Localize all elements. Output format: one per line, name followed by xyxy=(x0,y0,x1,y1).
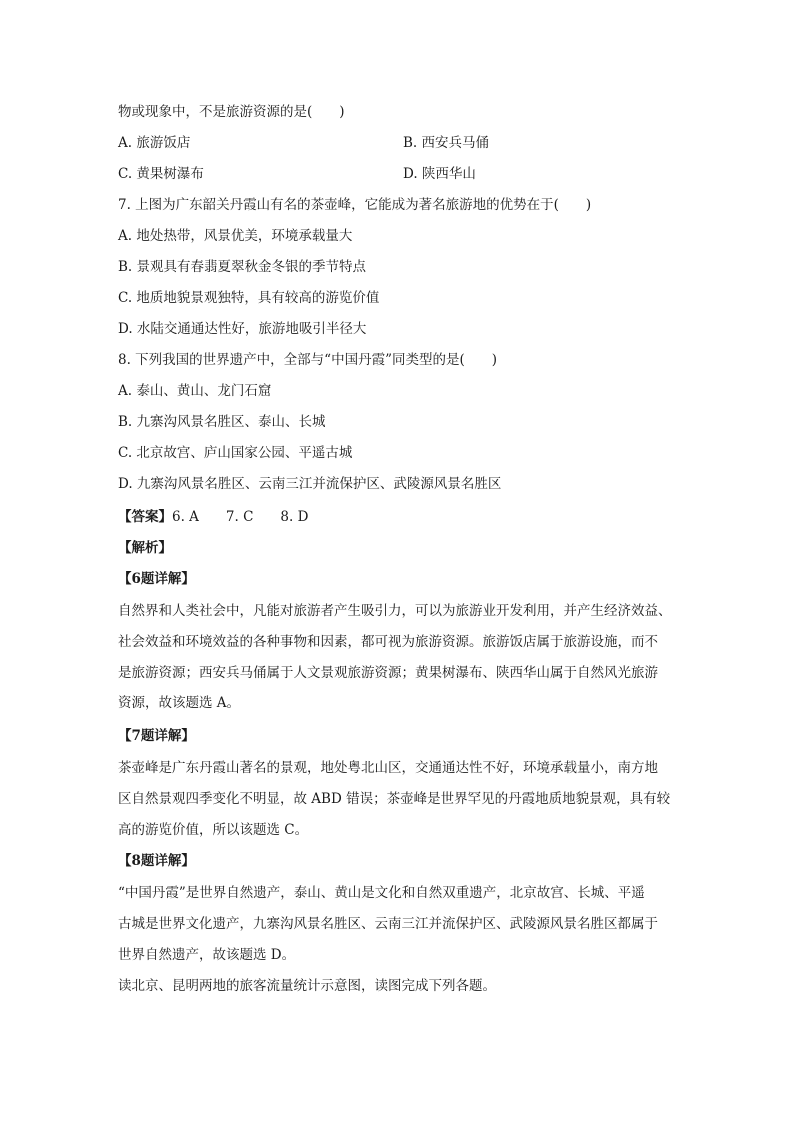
q7-stem: 7. 上图为广东韶关丹霞山有名的茶壶峰，它能成为著名旅游地的优势在于( ) xyxy=(118,197,592,213)
q8-option-b: B. 九寨沟风景名胜区、泰山、长城 xyxy=(118,414,326,430)
detail8-line: “中国丹霞”是世界自然遗产，泰山、黄山是文化和自然双重遗产，北京故宫、长城、平遥 xyxy=(118,885,645,901)
analysis-label: 【解析】 xyxy=(118,540,172,556)
q6-option-c: C. 黄果树瀑布 xyxy=(118,166,204,182)
detail8-line: 世界自然遗产，故该题选 D。 xyxy=(118,946,296,963)
detail8-line: 古城是世界文化遗产，九寨沟风景名胜区、云南三江并流保护区、武陵源风景名胜区都属于 xyxy=(118,915,658,932)
detail7-paragraph xyxy=(118,753,680,845)
q8-option-a: A. 泰山、黄山、龙门石窟 xyxy=(118,383,272,399)
detail6-label: 【6题详解】 xyxy=(118,571,195,587)
next-question-intro: 读北京、昆明两地的旅客流量统计示意图，读图完成下列各题。 xyxy=(118,978,496,994)
q7-option-c: C. 地质地貌景观独特，具有较高的游览价值 xyxy=(118,290,380,306)
q8-option-d: D. 九寨沟风景名胜区、云南三江并流保护区、武陵源风景名胜区 xyxy=(118,476,502,492)
q6-option-b: B. 西安兵马俑 xyxy=(403,135,490,151)
detail7-label: 【7题详解】 xyxy=(118,728,195,744)
q7-option-d: D. 水陆交通通达性好，旅游地吸引半径大 xyxy=(118,321,367,337)
q7-option-b: B. 景观具有春翡夏翠秋金冬银的季节特点 xyxy=(118,259,367,275)
detail6-line: 社会效益和环境效益的各种事物和因素，都可视为旅游资源。旅游饭店属于旅游设施，而不 xyxy=(118,633,658,650)
answer-label: 【答案】 xyxy=(118,509,172,525)
q8-stem: 8. 下列我国的世界遗产中，全部与“中国丹霞”同类型的是( ) xyxy=(118,352,498,368)
detail6-line: 资源，故该题选 A。 xyxy=(118,695,241,712)
detail7-line: 茶壶峰是广东丹霞山著名的景观，地处粤北山区，交通通达性不好，环境承载量小，南方地 xyxy=(118,760,658,776)
detail7-line: 高的游览价值，所以该题选 C。 xyxy=(118,821,309,838)
q6-stem-tail: 物或现象中，不是旅游资源的是( ) xyxy=(118,104,345,120)
answer-line xyxy=(118,507,308,527)
detail7-line: 区自然景观四季变化不明显，故 ABD 错误；茶壶峰是世界罕见的丹霞地质地貌景观，具有较 xyxy=(118,790,671,807)
detail8-label: 【8题详解】 xyxy=(118,853,195,869)
q7-option-a: A. 地处热带，风景优美，环境承载量大 xyxy=(118,228,353,244)
q6-option-d: D. 陕西华山 xyxy=(403,166,476,182)
q6-option-a: A. 旅游饭店 xyxy=(118,135,191,151)
detail6-line: 是旅游资源；西安兵马俑属于人文景观旅游资源；黄果树瀑布、陕西华山属于自然风光旅游 xyxy=(118,664,658,681)
detail8-paragraph xyxy=(118,878,680,970)
detail6-line: 自然界和人类社会中，凡能对旅游者产生吸引力，可以为旅游业开发利用，并产生经济效益、 xyxy=(118,603,672,619)
answer-values: 6. A 7. C 8. D xyxy=(172,509,309,525)
q8-option-c: C. 北京故宫、庐山国家公园、平遥古城 xyxy=(118,445,353,461)
detail6-paragraph xyxy=(118,596,680,719)
